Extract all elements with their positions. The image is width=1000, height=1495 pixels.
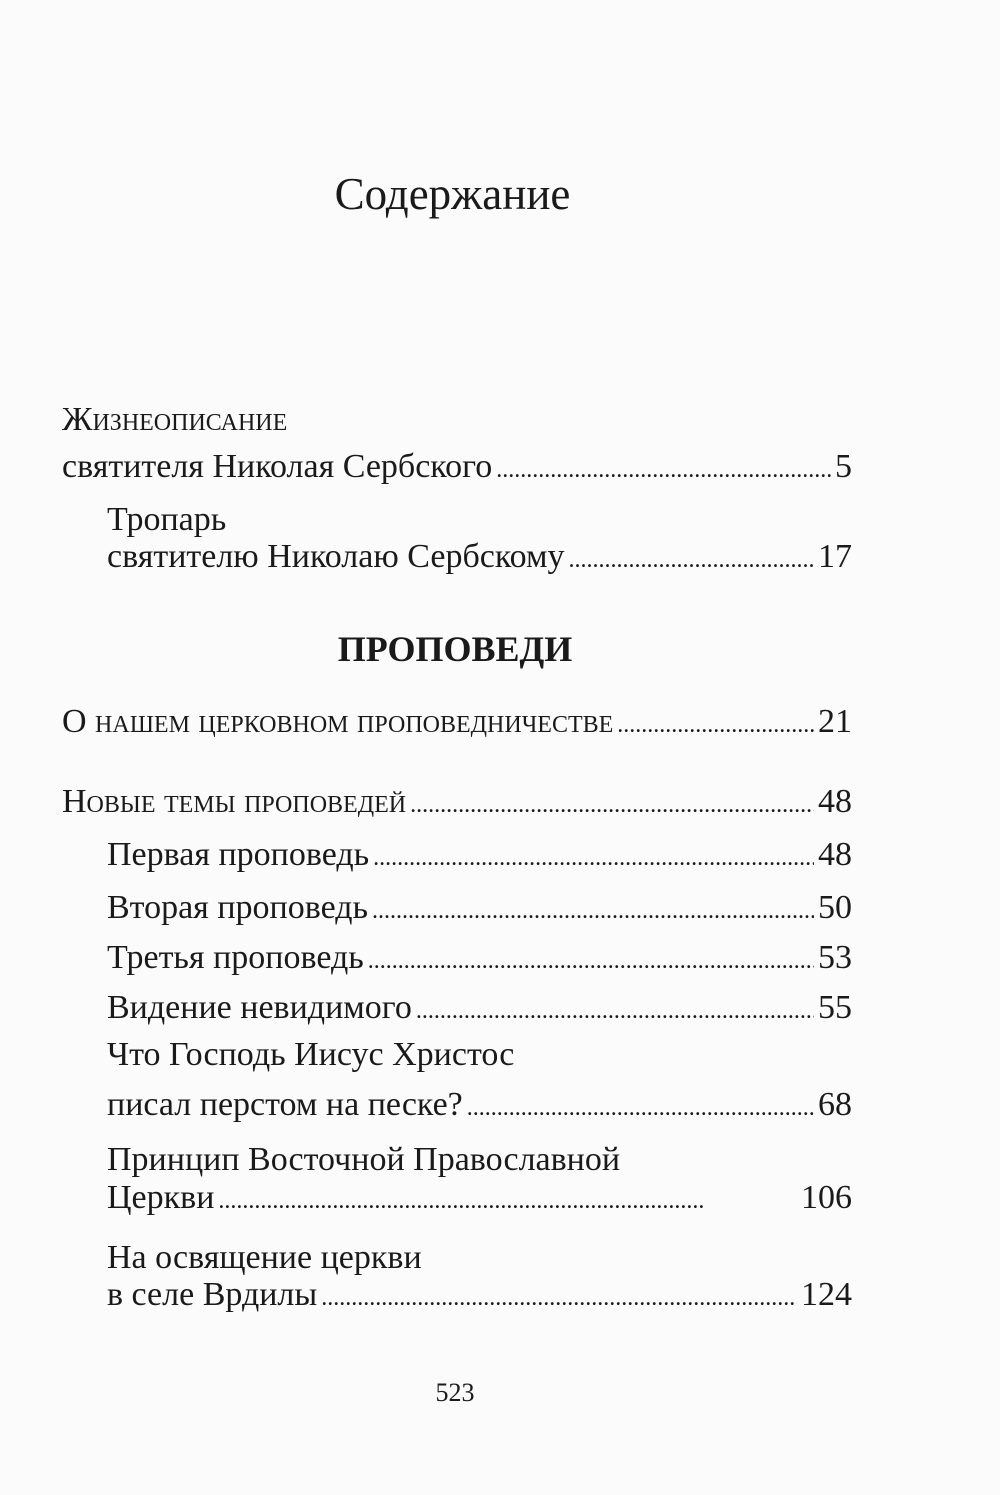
- toc-entry: [107, 888, 852, 931]
- toc-entry-text: писал перстом на песке?: [107, 1086, 463, 1123]
- dot-leader: [368, 938, 814, 981]
- dot-leader: [416, 988, 814, 1031]
- toc-entry-text: Видение невидимого: [107, 989, 412, 1026]
- toc-page-number: 21: [818, 703, 852, 740]
- toc-entry: [62, 702, 852, 745]
- toc-entry-text: святителю Николаю Сербскому: [107, 538, 565, 575]
- toc-entry-text: Вторая проповедь: [107, 889, 369, 926]
- toc-page-number: 5: [835, 448, 852, 485]
- toc-entry-text: Первая проповедь: [107, 836, 370, 873]
- toc-entry-line: Что Господь Иисус Христос: [107, 1036, 515, 1073]
- toc-page-number: 106: [801, 1179, 852, 1216]
- toc-entry-line: На освящение церкви: [107, 1239, 422, 1276]
- toc-entry-troparion: [107, 537, 852, 580]
- toc-page-number: 48: [818, 783, 852, 820]
- page-title: Содержание: [334, 169, 571, 219]
- toc-page-number: 17: [818, 538, 852, 575]
- dot-leader: [372, 888, 814, 931]
- toc-page-number: 50: [818, 889, 852, 926]
- toc-entry: [62, 782, 852, 825]
- dot-leader: [321, 1275, 797, 1318]
- toc-entry-line: Жизнеописание: [62, 401, 288, 438]
- toc-page-number: 48: [818, 836, 852, 873]
- toc-entry: [107, 1085, 852, 1128]
- toc-entry: [107, 988, 852, 1031]
- toc-entry: [107, 835, 852, 878]
- dot-leader: [569, 537, 815, 580]
- toc-entry-text: Новые темы проповедей: [62, 783, 407, 820]
- toc-entry-text: святителя Николая Сербского: [62, 448, 493, 485]
- toc-entry-biography: [62, 447, 852, 490]
- page-number: 523: [435, 1378, 475, 1407]
- toc-entry: [107, 1275, 852, 1318]
- dot-leader: [410, 782, 814, 825]
- dot-leader: [496, 447, 831, 490]
- section-heading: ПРОПОВЕДИ: [337, 629, 573, 669]
- toc-entry-line: Тропарь: [107, 501, 227, 538]
- toc-entry-text: Церкви: [107, 1179, 215, 1216]
- toc-entry-text: в селе Врдилы: [107, 1276, 318, 1313]
- toc-page-number: 124: [801, 1276, 852, 1313]
- dot-leader: [373, 835, 814, 878]
- dot-leader: [467, 1085, 814, 1128]
- dot-leader: [218, 1178, 797, 1221]
- toc-page-number: 53: [818, 939, 852, 976]
- toc-page-number: 55: [818, 989, 852, 1026]
- toc-entry: [107, 1178, 852, 1221]
- toc-entry-text: Третья проповедь: [107, 939, 364, 976]
- toc-entry: [107, 938, 852, 981]
- toc-entry-text: О нашем церковном проповедничестве: [62, 703, 614, 740]
- toc-entry-line: Принцип Восточной Православной: [107, 1141, 621, 1178]
- dot-leader: [617, 702, 814, 745]
- toc-page-number: 68: [818, 1086, 852, 1123]
